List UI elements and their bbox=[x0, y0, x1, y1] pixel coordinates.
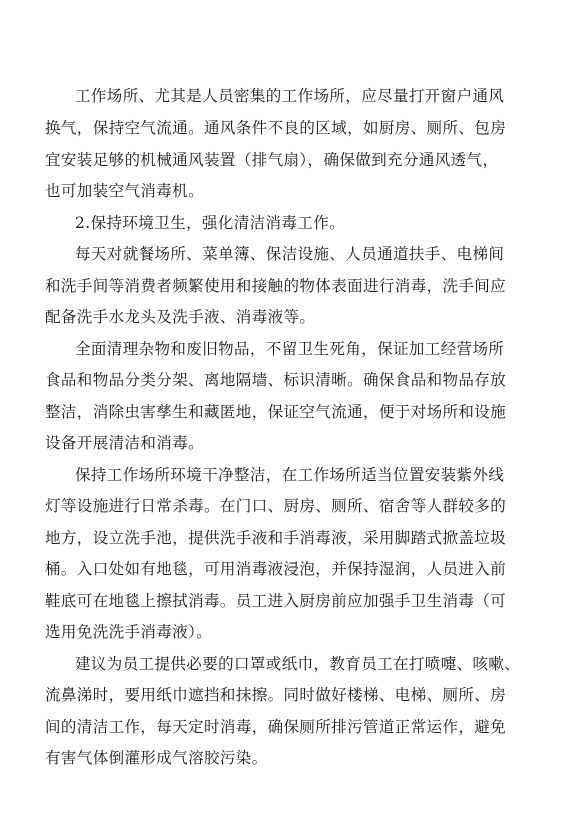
paragraph-line: 保持工作场所环境干净整洁，在工作场所适当位置安装紫外线 bbox=[75, 466, 505, 484]
paragraph-line: 桶。入口处如有地毯，可用消毒液浸泡，并保持湿润，人员进入前 bbox=[45, 560, 507, 578]
paragraph-line: 间的清洁工作，每天定时消毒，确保厕所排污管道正常运作，避免 bbox=[45, 718, 507, 736]
paragraph-line: 鞋底可在地毯上擦拭消毒。员工进入厨房前应加强手卫生消毒（可 bbox=[45, 592, 507, 610]
paragraph-line: 换气，保持空气流通。通风条件不良的区域，如厨房、厕所、包房 bbox=[45, 119, 507, 137]
paragraph-line: 全面清理杂物和废旧物品，不留卫生死角，保证加工经营场所 bbox=[75, 340, 505, 358]
paragraph-line: 每天对就餐场所、菜单簿、保洁设施、人员通道扶手、电梯间 bbox=[75, 245, 505, 263]
paragraph-line: 设备开展清洁和消毒。 bbox=[45, 434, 205, 452]
paragraph-line: 宜安装足够的机械通风装置（排气扇），确保做到充分通风透气， bbox=[45, 151, 499, 169]
paragraph-line: 食品和物品分类分架、离地隔墙、标识清晰。确保食品和物品存放 bbox=[45, 371, 507, 389]
paragraph-line: 灯等设施进行日常杀毒。在门口、厨房、厕所、宿舍等人群较多的 bbox=[45, 497, 507, 515]
paragraph-line: 建议为员工提供必要的口罩或纸巾，教育员工在打喷嚏、咳嗽、 bbox=[75, 655, 521, 673]
paragraph-line: 也可加装空气消毒机。 bbox=[45, 182, 205, 200]
paragraph-line: 配备洗手水龙头及洗手液、消毒液等。 bbox=[45, 308, 316, 326]
paragraph-line: 选用免洗洗手消毒液）。 bbox=[45, 623, 213, 641]
section-subheading: 2.保持环境卫生，强化清洁消毒工作。 bbox=[75, 214, 345, 232]
paragraph-line: 整洁，消除虫害孳生和藏匿地，保证空气流通，便于对场所和设施 bbox=[45, 403, 507, 421]
paragraph-line: 和洗手间等消费者频繁使用和接触的物体表面进行消毒，洗手间应 bbox=[45, 277, 507, 295]
paragraph-line: 流鼻涕时，要用纸巾遮挡和抹擦。同时做好楼梯、电梯、厕所、房 bbox=[45, 686, 507, 704]
paragraph-line: 地方，设立洗手池，提供洗手液和手消毒液，采用脚踏式掀盖垃圾 bbox=[45, 529, 507, 547]
paragraph-line: 工作场所、尤其是人员密集的工作场所，应尽量打开窗户通风 bbox=[75, 87, 505, 105]
paragraph-line: 有害气体倒灌形成气溶胶污染。 bbox=[45, 749, 268, 767]
